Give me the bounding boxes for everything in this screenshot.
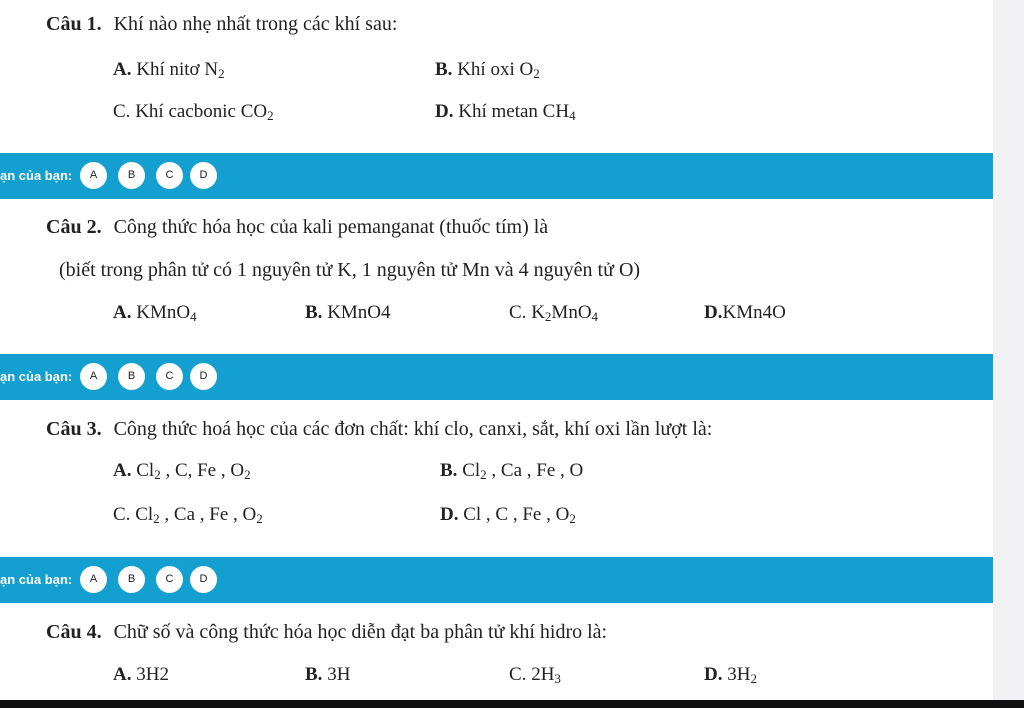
q2-choice-d[interactable]: D xyxy=(190,363,217,390)
answer-bar-q3 xyxy=(0,557,993,603)
q4-option-d: D. $3H_2$ xyxy=(704,664,757,686)
q3-option-d: D. Cl , C , Fe , $O_2$ xyxy=(440,504,576,526)
q2-choice-b[interactable]: B xyxy=(118,363,145,390)
question-text: Công thức hoá học của các đơn chất: khí clo, canxi, sắt, khí oxi lần lượt là: xyxy=(113,418,713,440)
q2-option-c: C. $K_2MnO_4$ xyxy=(509,302,599,324)
q3-choice-d[interactable]: D xyxy=(190,566,217,593)
answer-bar-q1 xyxy=(0,153,993,199)
q2-option-a: A. KMnO$_4$ xyxy=(113,302,197,324)
q2-choice-a[interactable]: A xyxy=(80,363,107,390)
question-number: Câu 2. xyxy=(46,216,102,238)
q1-option-c: C. Khí cacbonic $CO_2$ xyxy=(113,101,274,123)
q1-choice-c[interactable]: C xyxy=(156,162,183,189)
q3-option-b: B. $Cl_2$ , Ca , Fe , O xyxy=(440,460,584,482)
q1-option-b: B. Khí oxi $O_2$ xyxy=(435,59,540,81)
answer-bar-q2 xyxy=(0,354,993,400)
q3-option-a: A. $Cl_2$ , C, Fe , $O_2$ xyxy=(113,460,251,482)
q2-option-d: D.KMn4O xyxy=(704,302,786,323)
q2-choice-c[interactable]: C xyxy=(156,363,183,390)
q4-option-c: C. $2H_3$ xyxy=(509,664,561,686)
question-text: Công thức hóa học của kali pemanganat (thuốc tím) là xyxy=(113,216,549,238)
q3-choice-b[interactable]: B xyxy=(118,566,145,593)
q4-option-a: A. 3H2 xyxy=(113,664,169,685)
question-2-title xyxy=(46,216,548,239)
q3-choice-c[interactable]: C xyxy=(156,566,183,593)
q3-choice-a[interactable]: A xyxy=(80,566,107,593)
question-3-title xyxy=(46,418,712,441)
question-1-title xyxy=(46,13,397,36)
right-margin-strip xyxy=(993,0,1024,708)
answer-label: ạn của bạn: xyxy=(0,168,73,183)
q4-option-b: B. 3H xyxy=(305,664,351,685)
q1-choice-b[interactable]: B xyxy=(118,162,145,189)
answer-label: ạn của bạn: xyxy=(0,572,73,587)
question-number: Câu 4. xyxy=(46,621,102,643)
question-text: Khí nào nhẹ nhất trong các khí sau: xyxy=(113,13,398,35)
q1-choice-d[interactable]: D xyxy=(190,162,217,189)
question-number: Câu 1. xyxy=(46,13,102,35)
q1-option-d: D. Khí metan $CH_4$ xyxy=(435,101,576,123)
q1-choice-a[interactable]: A xyxy=(80,162,107,189)
q2-option-b: B. KMnO4 xyxy=(305,302,391,323)
question-number: Câu 3. xyxy=(46,418,102,440)
question-text: Chữ số và công thức hóa học diễn đạt ba phân tử khí hidro là: xyxy=(113,621,608,643)
q3-option-c: C. $Cl_2$ , Ca , Fe , $O_2$ xyxy=(113,504,263,526)
bottom-edge-bar xyxy=(0,700,1024,708)
q1-option-a: A. Khí nitơ $N_2$ xyxy=(113,59,225,81)
question-4-title xyxy=(46,621,607,644)
question-2-note: (biết trong phân tử có 1 nguyên tử K, 1 nguyên tử Mn và 4 nguyên tử O) xyxy=(59,259,641,281)
answer-label: ạn của bạn: xyxy=(0,369,73,384)
